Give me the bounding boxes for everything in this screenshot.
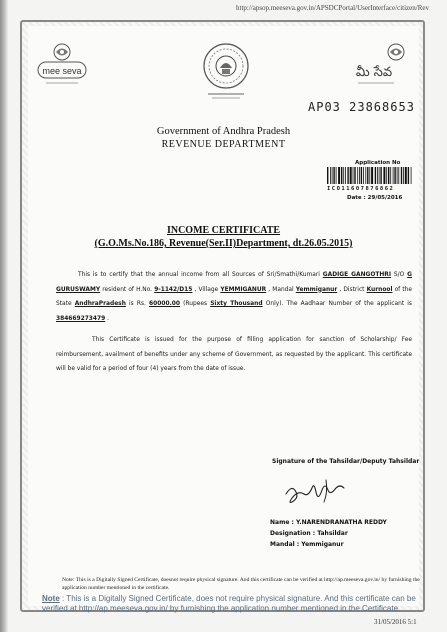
application-barcode: [326, 167, 412, 184]
handwritten-signature: [282, 474, 362, 508]
applicant-name: GADIGE GANGOTHRI: [322, 272, 392, 278]
officer-designation: Designation : Tahsildar: [270, 530, 348, 537]
officer-mandal: Mandal : Yemmiganur: [270, 541, 344, 548]
income-statement: This is to certify that the annual income from all Sources of Sri/Smathi/Kumari GADIGE GANGOTHRI S/O G GURUSWAMY resident of H.No. 9-1142/D15 , Village YEMMIGANUR , Mandal Yemmiganur , District Kurnool of the State AndhraPradesh is Rs. 60000.00 (Rupees Sixty Thousand Only). The Aadhaar Number of the applicant is 384669273479 .: [56, 272, 413, 322]
digital-signature-note: Note: This is a Digitally Signed Certificate, doesnot require physical signature. And this certificate can be verified at http://ap.meeseva.gov.in/ by furnishing the application number mentioned in the certificate.: [62, 577, 420, 591]
certificate-title: INCOME CERTIFICATE: [166, 225, 281, 236]
application-number-label: Application No: [355, 160, 401, 166]
department-heading: REVENUE DEPARTMENT: [161, 139, 286, 150]
mandal: Yemmiganur: [295, 286, 338, 293]
government-heading: Government of Andhra Pradesh: [156, 126, 291, 137]
digital-signature-note-overlay: Note : This is a Digitally Signed Certificate, does not require physical signature. And this certificate can be verified at http://ap.meeseva.gov.in/ by furnishing the application number mentioned in the Certificate.: [42, 594, 416, 613]
mee-seva-logo: [36, 42, 88, 88]
signature-label: Signature of the Tahsildar/Deputy Tahsildar: [272, 458, 420, 465]
print-timestamp: 31/05/2016 5:1: [374, 618, 417, 626]
logo-left-text: mee seva: [42, 66, 82, 76]
browser-url: http://apsop.meeseva.gov.in/APSDCPortal/UserInterface/citizen/Rev: [236, 4, 429, 12]
application-number: ICO11607876862: [327, 186, 395, 192]
village: YEMMIGANUR: [220, 286, 267, 293]
scan-shadow: [0, 0, 8, 632]
state-emblem-icon: [200, 40, 252, 104]
mee-seva-telugu-logo: [350, 42, 410, 88]
father-name: G GURUSWAMY: [56, 272, 412, 293]
logo-right-text: మీ సేవ: [355, 65, 393, 80]
certificate-serial-number: AP03 23868653: [308, 100, 415, 114]
certificate-subtitle: (G.O.Ms.No.186, Revenue(Ser.II)Department, dt.26.05.2015): [94, 238, 353, 249]
aadhaar-number: 384669273479: [56, 315, 106, 322]
officer-name: Name : Y.NARENDRANATHA REDDY: [270, 519, 387, 526]
district: Kurnool: [366, 286, 393, 293]
house-number: 9-1142/D15: [154, 286, 193, 293]
state: AndhraPradesh: [74, 301, 126, 307]
income-in-words: Sixty Thousand: [210, 301, 263, 307]
purpose-statement: This Certificate is issued for the purpose of filling application for sanction of Scholarship/ Fee reimbursement, availment of benefits under any scheme of Government, as requested by the applicant. This certificate will be valid for a period of four (4) years from the date of issue.: [56, 337, 412, 372]
application-date: Date : 29/05/2016: [347, 195, 403, 201]
income-amount: 60000.00: [149, 301, 180, 307]
